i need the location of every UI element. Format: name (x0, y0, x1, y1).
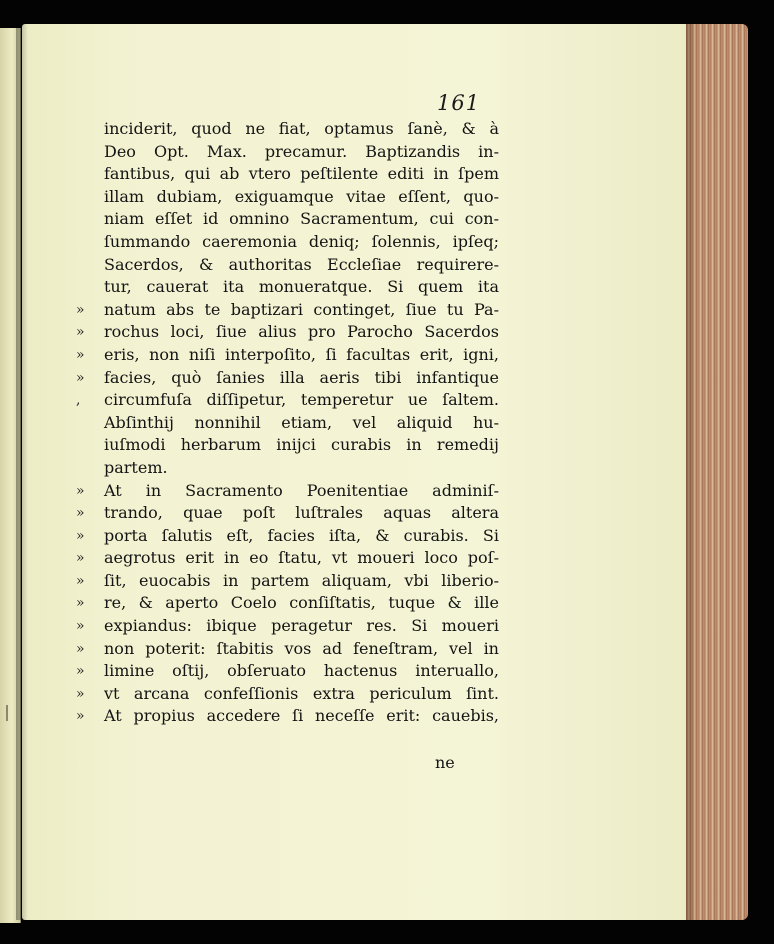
text-line (104, 412, 499, 435)
text-line (104, 208, 499, 231)
line-text: ſit, euocabis in partem aliquam, vbi liberio- (104, 570, 499, 590)
catchword: ne (435, 753, 455, 772)
line-text: re, & aperto Coelo conſiſtatis, tuque & ille (104, 593, 499, 613)
text-line (76, 480, 499, 503)
quotation-mark: » (76, 346, 85, 363)
line-text: inciderit, quod ne fiat, optamus ſanè, & à (104, 119, 499, 138)
line-text: circumfuſa diſſipetur, temperetur ue ſaltem. (104, 390, 499, 410)
line-text: limine oſtij, obſeruato hactenus interuallo, (104, 661, 499, 681)
line-text: vt arcana confeſſionis extra periculum ſint. (104, 683, 499, 703)
line-text: facies, quò ſanies illa aeris tibi infantique (104, 367, 499, 387)
body-text (76, 118, 499, 728)
quotation-mark: » (76, 301, 85, 318)
text-line (76, 502, 499, 525)
line-text: illam dubiam, exiguamque vitae eſſent, quo- (104, 186, 499, 206)
text-line (76, 660, 499, 683)
line-text: aegrotus erit in eo ſtatu, vt moueri loco poſ- (104, 548, 499, 568)
quotation-mark: » (76, 550, 85, 567)
text-line (76, 299, 499, 322)
text-line (104, 457, 499, 480)
text-line (76, 592, 499, 615)
line-text: porta ſalutis eſt, facies iſta, & curabis. Si (104, 525, 499, 545)
text-line (76, 547, 499, 570)
line-text: tur, cauerat ita monueratque. Si quem ita (104, 277, 499, 297)
quotation-mark: » (76, 324, 85, 341)
quotation-mark: » (76, 663, 85, 680)
margin-mark (6, 705, 14, 721)
line-text: non poterit: ſtabitis vos ad feneſtram, vel in (104, 638, 499, 658)
text-line (76, 705, 499, 728)
text-line (104, 434, 499, 457)
text-line (76, 344, 499, 367)
line-text: partem. (104, 457, 168, 477)
text-line (104, 254, 499, 277)
quotation-mark: » (76, 482, 85, 499)
quotation-mark: » (76, 505, 85, 522)
text-line (104, 276, 499, 299)
line-text: trando, quae poſt luſtrales aquas altera (104, 503, 499, 523)
line-text: At propius accedere ſi neceſſe erit: cauebis, (104, 706, 499, 726)
text-line (76, 367, 499, 390)
quotation-mark: » (76, 618, 85, 635)
quotation-mark: » (76, 685, 85, 702)
line-text: Deo Opt. Max. precamur. Baptizandis in- (104, 141, 499, 161)
text-line (76, 389, 499, 412)
line-text: iuſmodi herbarum inijci curabis in remedij (104, 435, 499, 455)
line-text: natum abs te baptizari continget, ſiue tu Pa- (104, 299, 499, 319)
line-text: fantibus, qui ab vtero peſtilente editi in ſpem (104, 164, 499, 184)
quotation-mark: » (76, 640, 85, 657)
quotation-mark: , (76, 392, 81, 409)
quotation-mark: » (76, 595, 85, 612)
text-line (104, 118, 499, 141)
line-text: rochus loci, ſiue alius pro Parocho Sacerdos (104, 322, 499, 342)
page-stack-shadow (686, 24, 696, 920)
text-line (76, 525, 499, 548)
line-text: Sacerdos, & authoritas Eccleſiae requirere- (104, 254, 499, 274)
line-text: Abſinthij nonnihil etiam, vel aliquid hu- (104, 412, 499, 432)
line-text: eris, non niſi interpoſito, ſi facultas erit, igni, (104, 344, 499, 364)
line-text: expiandus: ibique peragetur res. Si moueri (104, 616, 499, 636)
text-line (76, 570, 499, 593)
text-line (104, 163, 499, 186)
text-line (104, 141, 499, 164)
text-line (76, 683, 499, 706)
page-number: 161 (437, 91, 481, 115)
quotation-mark: » (76, 527, 85, 544)
text-line (76, 321, 499, 344)
line-text: ſummando caeremonia deniq; ſolennis, ipſeq; (104, 231, 499, 251)
quotation-mark: » (76, 369, 85, 386)
text-line (76, 615, 499, 638)
quotation-mark: » (76, 572, 85, 589)
line-text: At in Sacramento Poenitentiae adminiſ- (104, 480, 499, 500)
text-line (104, 186, 499, 209)
quotation-mark: » (76, 708, 85, 725)
gutter-shadow (16, 24, 28, 920)
line-text: niam eſſet id omnino Sacramentum, cui con- (104, 209, 499, 229)
text-line (76, 638, 499, 661)
text-line (104, 231, 499, 254)
